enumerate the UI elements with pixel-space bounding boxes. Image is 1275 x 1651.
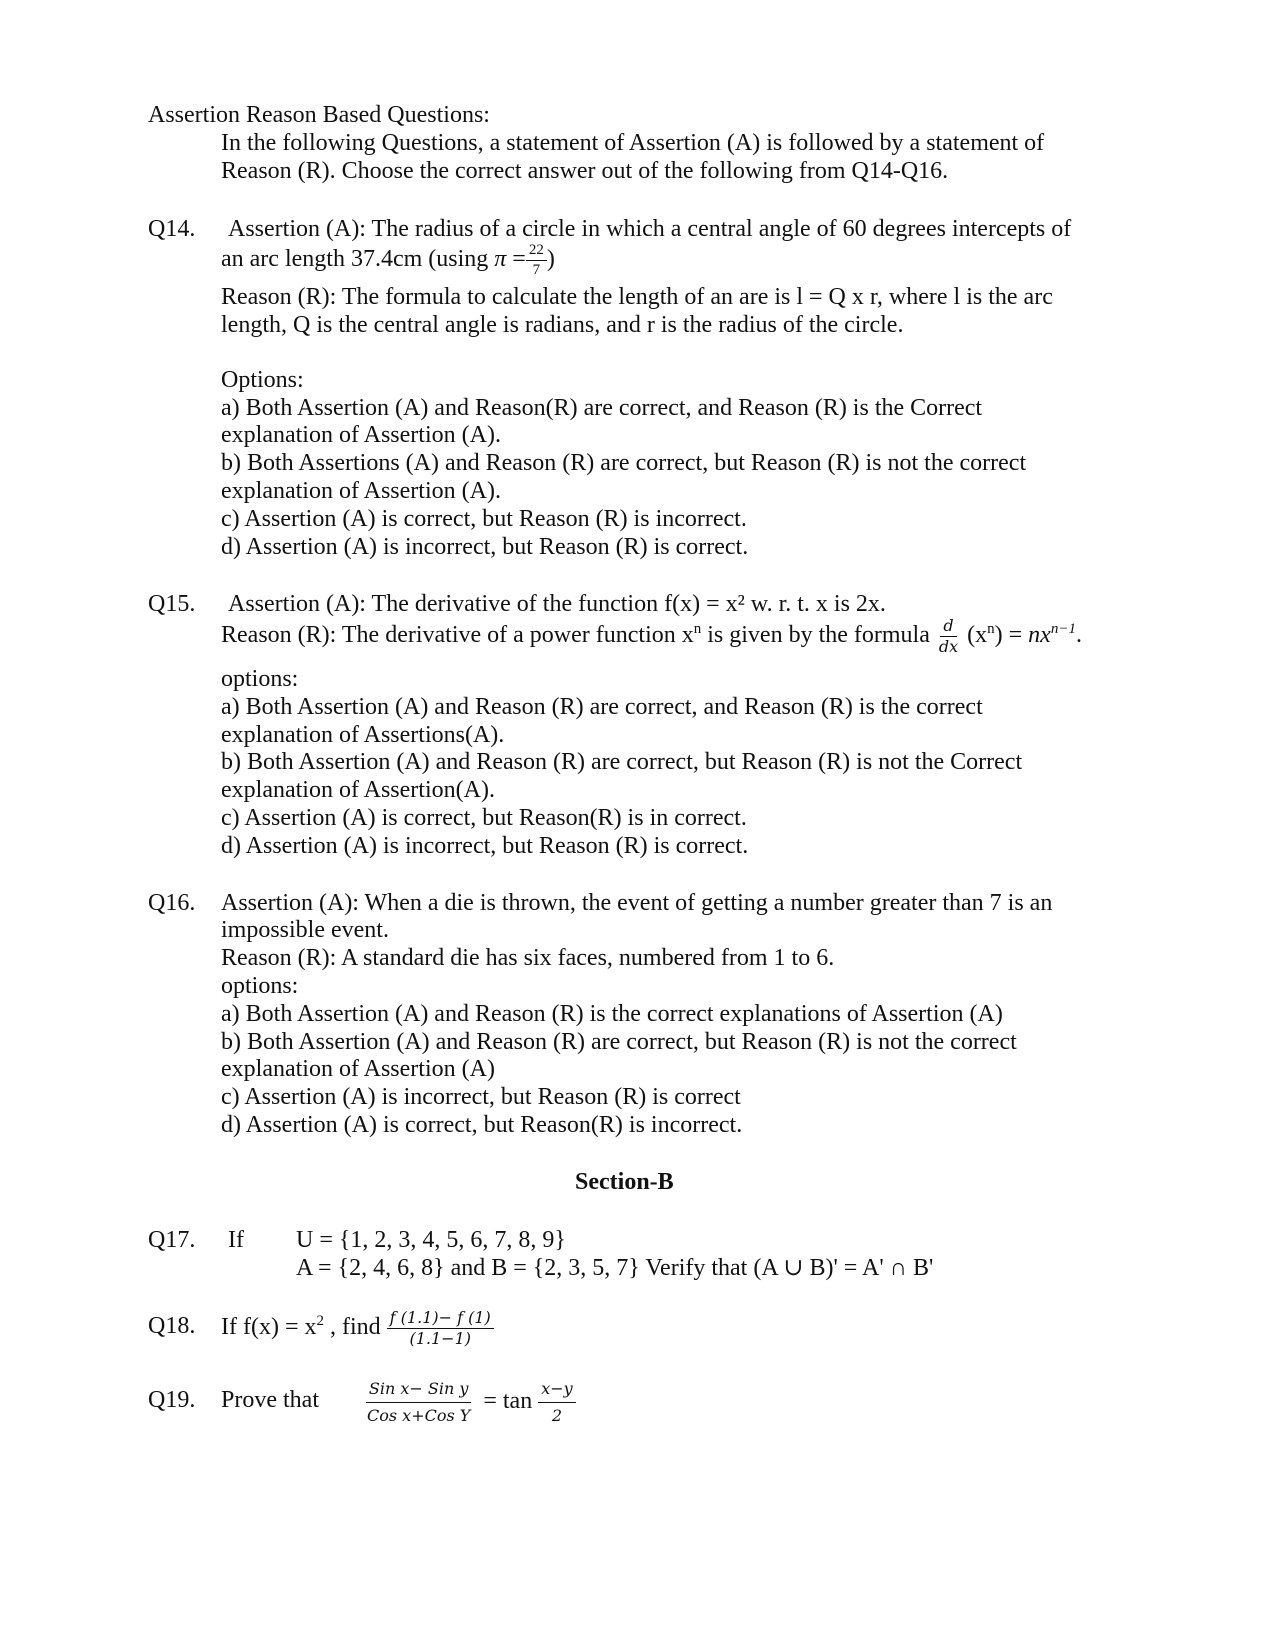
q15-reason-mid: is given by the formula: [701, 622, 936, 649]
q15-option-d: d) Assertion (A) is incorrect, but Reason (R) is correct.: [221, 833, 749, 859]
q14-assertion-line-1: Assertion (A): The radius of a circle in which a central angle of 60 degrees intercepts of: [228, 216, 1072, 242]
section-b-heading: Section-B: [575, 1169, 674, 1195]
q15-d-numerator: d: [940, 618, 956, 637]
q15-paren-open: (x: [961, 622, 988, 649]
q18-fraction-denominator: (1.1−1): [409, 1329, 471, 1348]
q14-option-a-line-1: a) Both Assertion (A) and Reason(R) are correct, and Reason (R) is the Correct: [221, 395, 983, 421]
q16-option-b-line-2: explanation of Assertion (A): [221, 1056, 495, 1082]
q19-number: Q19.: [148, 1387, 196, 1413]
q15-reason-pre: Reason (R): The derivative of a power function x: [221, 622, 694, 649]
q18-number: Q18.: [148, 1313, 196, 1339]
q18-text-post: , find: [324, 1314, 387, 1341]
q16-reason: Reason (R): A standard die has six faces, numbered from 1 to 6.: [221, 945, 835, 971]
q16-assertion-line-1: Assertion (A): When a die is thrown, the event of getting a number greater than 7 is an: [221, 890, 1053, 916]
q15-reason: [221, 618, 1082, 655]
q16-option-b-line-1: b) Both Assertion (A) and Reason (R) are correct, but Reason (R) is not the correct: [221, 1029, 1017, 1055]
q14-reason-line-2: length, Q is the central angle is radians, and r is the radius of the circle.: [221, 312, 904, 338]
q15-derivative-fraction: [936, 618, 961, 655]
q14-assertion-line-2: [221, 243, 555, 278]
q14-close-paren: ): [546, 246, 555, 273]
q15-options-label: options:: [221, 666, 299, 692]
q16-option-c: c) Assertion (A) is incorrect, but Reason (R) is correct: [221, 1084, 741, 1110]
q14-option-b-line-2: explanation of Assertion (A).: [221, 478, 501, 504]
q19-equals-tan: = tan: [483, 1388, 533, 1415]
q17-universal-set: U = {1, 2, 3, 4, 5, 6, 7, 8, 9}: [296, 1227, 566, 1253]
q15-option-c: c) Assertion (A) is correct, but Reason(R) is in correct.: [221, 805, 747, 831]
q18-text-pre: If f(x) = x: [221, 1314, 317, 1341]
q16-option-d: d) Assertion (A) is correct, but Reason(R) is incorrect.: [221, 1112, 743, 1138]
q19-lhs-denominator: Cos x+Cos Y: [367, 1406, 471, 1425]
q15-option-b-line-1: b) Both Assertion (A) and Reason (R) are correct, but Reason (R) is not the Correct: [221, 749, 1023, 775]
q19-lhs-numerator: Sin x− Sin y: [366, 1381, 472, 1403]
q16-number: Q16.: [148, 890, 196, 916]
q14-option-b-line-1: b) Both Assertions (A) and Reason (R) are correct, but Reason (R) is not the correct: [221, 450, 1027, 476]
q18-exponent: 2: [316, 1313, 324, 1330]
q14-pi-symbol: π: [494, 246, 507, 273]
q17-if: If: [228, 1227, 244, 1253]
q15-paren-exponent: n: [987, 621, 995, 638]
q15-option-a-line-2: explanation of Assertions(A).: [221, 722, 505, 748]
q15-period: .: [1075, 622, 1082, 649]
q14-fraction-denominator: 7: [532, 262, 541, 278]
q19-prove-that: Prove that: [221, 1387, 319, 1413]
q17-number: Q17.: [148, 1227, 196, 1253]
q14-option-a-line-2: explanation of Assertion (A).: [221, 422, 501, 448]
q14-pi-fraction: [526, 243, 547, 278]
intro-line-2: Reason (R). Choose the correct answer out of the following from Q14-Q16.: [221, 158, 949, 184]
q15-option-a-line-1: a) Both Assertion (A) and Reason (R) are correct, and Reason (R) is the correct: [221, 694, 983, 720]
q15-reason-exponent: n: [693, 621, 702, 638]
q14-fraction-numerator: 22: [526, 243, 547, 261]
q14-reason-line-1: Reason (R): The formula to calculate the length of an are is l = Q x r, where l is the arc: [221, 284, 1053, 310]
q16-option-a: a) Both Assertion (A) and Reason (R) is the correct explanations of Assertion (A): [221, 1001, 1003, 1027]
q19-lhs-fraction: [364, 1381, 473, 1424]
q15-nx-exponent: n−1: [1050, 621, 1076, 638]
q15-option-b-line-2: explanation of Assertion(A).: [221, 777, 495, 803]
q15-nx: nx: [1028, 622, 1051, 649]
q17-verify-statement: A = {2, 4, 6, 8} and B = {2, 3, 5, 7} Verify that (A ∪ B)' = A' ∩ B': [296, 1255, 934, 1281]
q18-difference-fraction: [387, 1310, 494, 1347]
q16-assertion-line-2: impossible event.: [221, 917, 389, 943]
q18-question: [221, 1310, 494, 1347]
q15-number: Q15.: [148, 591, 196, 617]
q14-options-label: Options:: [221, 367, 304, 393]
q14-equals: =: [512, 246, 526, 273]
q14-arc-text: an arc length 37.4cm (using: [221, 246, 489, 273]
q14-option-c: c) Assertion (A) is correct, but Reason (R) is incorrect.: [221, 506, 747, 532]
q14-number: Q14.: [148, 216, 196, 242]
q16-options-label: options:: [221, 973, 299, 999]
q19-equation: [364, 1381, 576, 1424]
q19-tan-denominator: 2: [551, 1406, 563, 1425]
q19-tan-numerator: x−y: [538, 1381, 575, 1403]
intro-title: Assertion Reason Based Questions:: [148, 102, 490, 128]
q15-d-denominator: dx: [938, 637, 959, 656]
intro-line-1: In the following Questions, a statement of Assertion (A) is followed by a statement of: [221, 130, 1045, 156]
q19-tan-fraction: [538, 1381, 575, 1424]
q14-option-d: d) Assertion (A) is incorrect, but Reason (R) is correct.: [221, 534, 749, 560]
q18-fraction-numerator: f (1.1)− f (1): [387, 1310, 494, 1329]
q15-assertion: Assertion (A): The derivative of the function f(x) = x² w. r. t. x is 2x.: [228, 591, 886, 617]
q15-paren-close: ) =: [994, 622, 1029, 649]
